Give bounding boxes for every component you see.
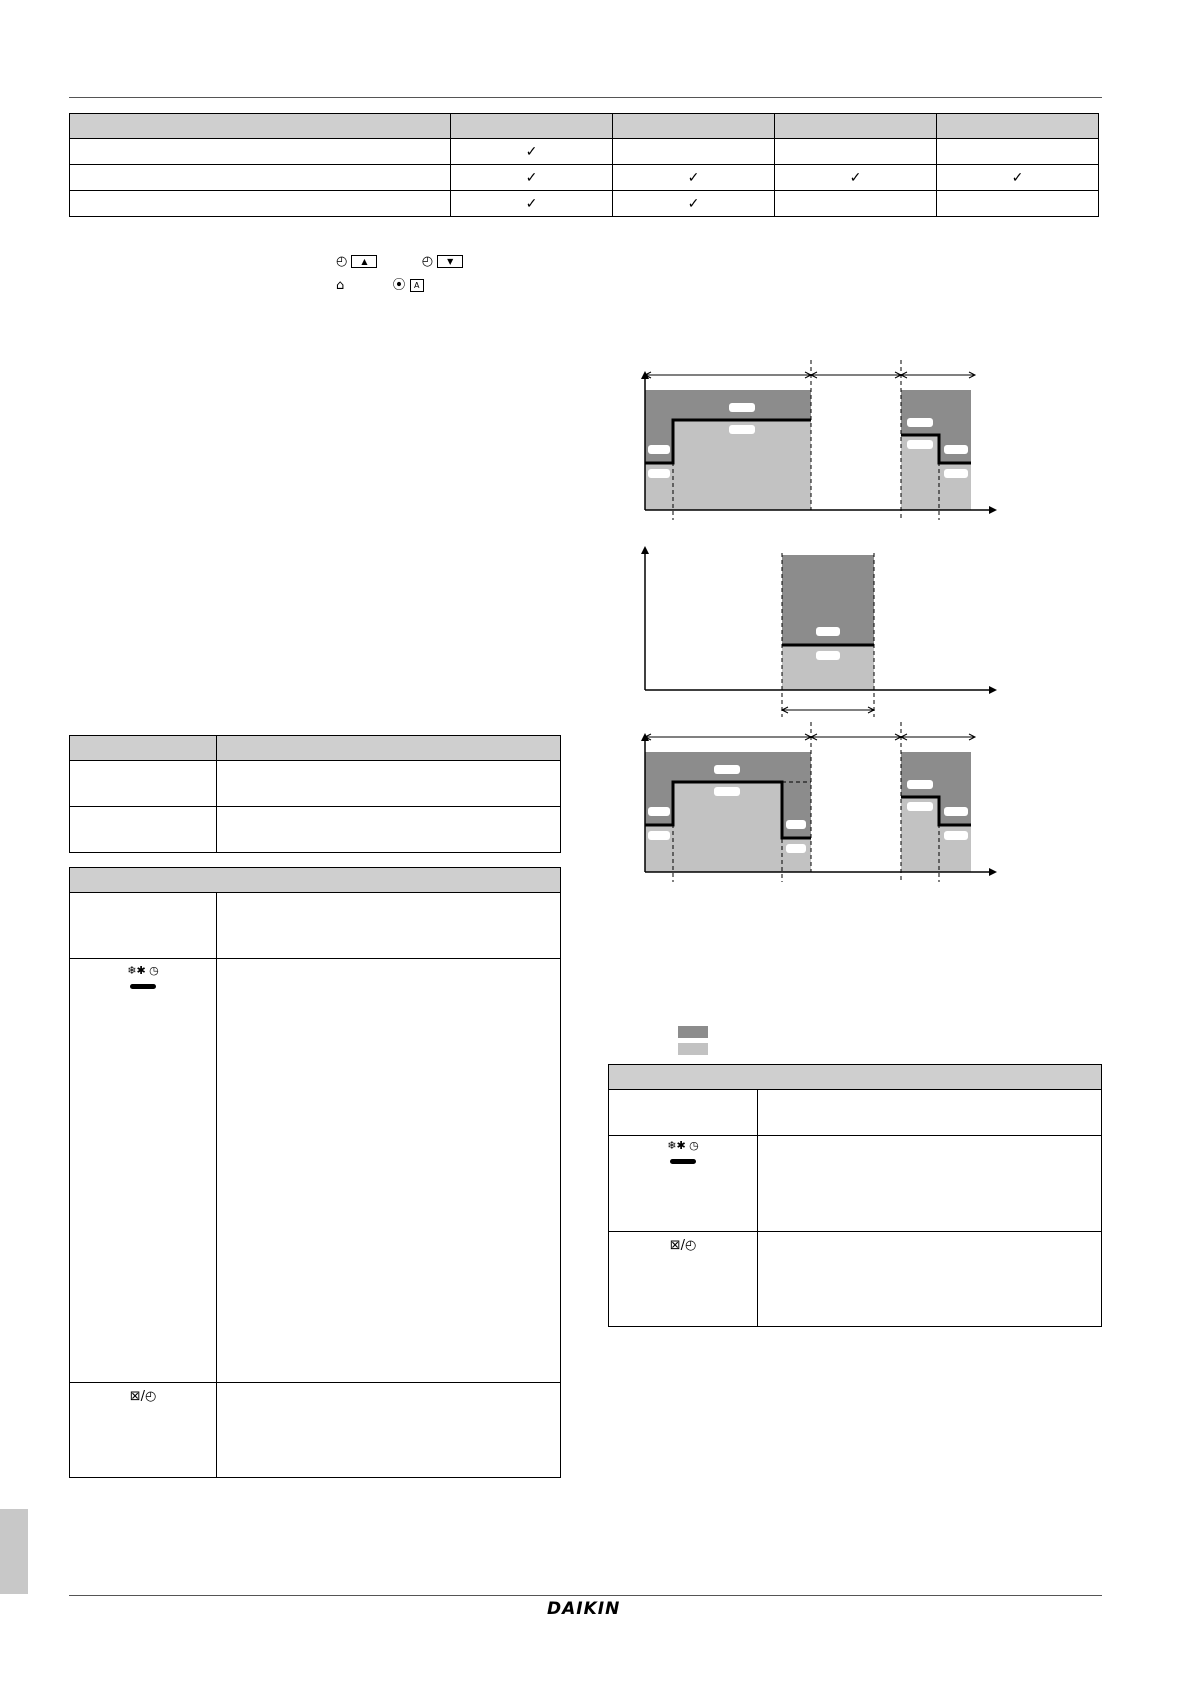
legend-dark-swatch <box>678 1026 708 1038</box>
schedule-diagrams <box>630 355 1010 895</box>
home-icon: ⌂ <box>336 278 345 293</box>
fan-icon: ⦿ <box>392 278 406 293</box>
diagram-middle <box>641 546 997 717</box>
button-bar-icon <box>130 984 156 989</box>
off-timer-icon: ⊠/◴ <box>669 1238 697 1253</box>
down-key-icon: ▼ <box>437 255 463 268</box>
table-row <box>609 1232 1102 1327</box>
button-bar-icon <box>670 1159 696 1164</box>
clock-icon: ◴ <box>421 254 434 269</box>
off-timer-icon: ⊠/◴ <box>129 1389 157 1404</box>
right-table <box>608 1064 1102 1327</box>
clock-icon: ◴ <box>336 254 348 269</box>
mode-table-header <box>70 114 1099 139</box>
table-row <box>70 807 561 853</box>
diagram-bottom <box>641 722 997 882</box>
check-icon: ✓ <box>937 165 1099 191</box>
check-icon: ✓ <box>451 165 613 191</box>
table-row <box>70 191 1099 217</box>
check-icon: ✓ <box>775 165 937 191</box>
table-row <box>70 1383 561 1478</box>
mode-table <box>69 113 1099 217</box>
table-row <box>70 893 561 959</box>
diagram-top <box>641 360 997 520</box>
table-row <box>70 139 1099 165</box>
check-icon: ✓ <box>613 165 775 191</box>
left-small-table <box>69 735 561 853</box>
table-row <box>70 761 561 807</box>
cool-heat-timer-icon: ❄✱ ◷ <box>127 964 159 977</box>
table-row <box>70 165 1099 191</box>
brand-logo: DAIKIN <box>547 1599 621 1619</box>
legend-light-swatch <box>678 1043 708 1055</box>
left-large-table <box>69 867 561 1478</box>
check-icon: ✓ <box>451 191 613 217</box>
table-row <box>609 1136 1102 1232</box>
table-row <box>609 1090 1102 1136</box>
header-rule <box>69 97 1102 98</box>
mode-keys <box>336 274 424 293</box>
timer-up-keys <box>336 254 463 269</box>
check-icon: ✓ <box>613 191 775 217</box>
auto-icon: A <box>410 279 424 292</box>
up-key-icon: ▲ <box>351 255 377 268</box>
check-icon: ✓ <box>451 139 613 165</box>
cool-heat-timer-icon: ❄✱ ◷ <box>667 1139 699 1152</box>
side-tab <box>0 1509 28 1594</box>
footer-rule <box>69 1595 1102 1596</box>
table-row <box>70 959 561 1383</box>
